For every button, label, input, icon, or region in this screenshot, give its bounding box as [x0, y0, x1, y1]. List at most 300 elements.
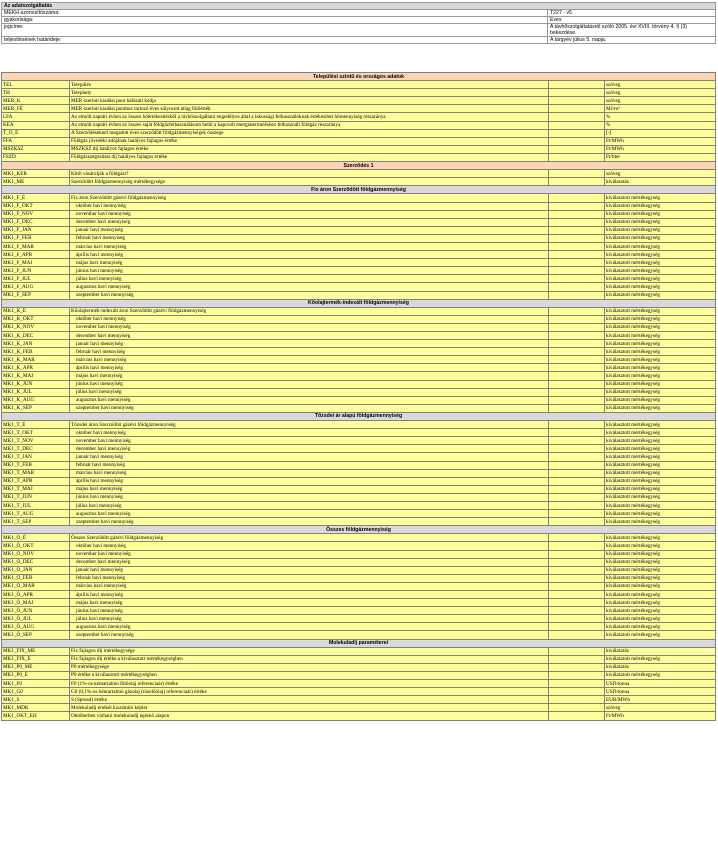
- row-code: MK1_F_NOV: [2, 210, 70, 218]
- value-input-cell[interactable]: [549, 348, 605, 356]
- row-description: Kőolajtermék-indexált áron Szerződött gázévi földgázmennyiség: [70, 307, 549, 315]
- table-row: [2, 323, 716, 331]
- row-unit: szöveg: [605, 704, 716, 712]
- value-input-cell[interactable]: [549, 202, 605, 210]
- value-input-cell[interactable]: [549, 210, 605, 218]
- row-unit: kiválasztott mértékegység: [605, 510, 716, 518]
- row-unit: kiválasztott mértékegység: [605, 574, 716, 582]
- value-input-cell[interactable]: [549, 364, 605, 372]
- value-input-cell[interactable]: [549, 404, 605, 412]
- row-code: MK1_Ö_APR: [2, 591, 70, 599]
- row-unit: kiválasztott mértékegység: [605, 388, 716, 396]
- row-description: június havi mennyiség: [70, 380, 549, 388]
- table-row: [2, 437, 716, 445]
- row-description: április havi mennyiség: [70, 364, 549, 372]
- row-code: MK1_F_JUN: [2, 267, 70, 275]
- table-row: [2, 688, 716, 696]
- row-unit: %: [605, 121, 716, 129]
- table-row: [2, 615, 716, 623]
- row-description: október havi mennyiség: [70, 542, 549, 550]
- row-unit: kiválasztott mértékegység: [605, 267, 716, 275]
- table-row: [2, 704, 716, 712]
- row-description: Molekuladíj értékét kiszámító képlet: [70, 704, 549, 712]
- table-row: [2, 218, 716, 226]
- value-input-cell[interactable]: [549, 477, 605, 485]
- table-row: [2, 113, 716, 121]
- value-input-cell[interactable]: [549, 574, 605, 582]
- row-description: P0 mértékegysége: [70, 663, 549, 671]
- row-unit: kiválasztott mértékegység: [605, 542, 716, 550]
- row-unit: kiválasztott mértékegység: [605, 623, 716, 631]
- row-description: Összes Szerződött gázévi földgázmennyiség: [70, 534, 549, 542]
- value-input-cell[interactable]: [549, 323, 605, 331]
- table-row: [2, 380, 716, 388]
- value-input-cell[interactable]: [549, 501, 605, 509]
- row-description: július havi mennyiség: [70, 501, 549, 509]
- value-input-cell[interactable]: [549, 445, 605, 453]
- row-unit: kiválasztott mértékegység: [605, 283, 716, 291]
- table-row: [2, 461, 716, 469]
- value-input-cell[interactable]: [549, 631, 605, 639]
- row-code: MK1_F_DEC: [2, 218, 70, 226]
- value-input-cell[interactable]: [549, 534, 605, 542]
- meta-row: [2, 10, 716, 17]
- row-code: LFA: [2, 113, 70, 121]
- row-description: MER szerinti kiadási ponthoz tartozó éves súlyozott átlag fűtőérték: [70, 105, 549, 113]
- row-code: MK1_F_JUL: [2, 275, 70, 283]
- meta-table: [1, 2, 716, 44]
- row-unit: kiválasztott mértékegység: [605, 461, 716, 469]
- value-input-cell[interactable]: [549, 485, 605, 493]
- value-input-cell[interactable]: [549, 315, 605, 323]
- row-unit: MJ/m³: [605, 105, 716, 113]
- row-code: MK1_Ö_OKT: [2, 542, 70, 550]
- row-code: MER_FÉ: [2, 105, 70, 113]
- value-input-cell[interactable]: [549, 469, 605, 477]
- row-unit: kiválasztott mértékegység: [605, 445, 716, 453]
- row-unit: kiválasztott mértékegység: [605, 655, 716, 663]
- section-title: Szerződés 1: [2, 162, 716, 170]
- table-row: [2, 404, 716, 412]
- row-unit: kiválasztott mértékegység: [605, 550, 716, 558]
- table-row: [2, 210, 716, 218]
- row-unit: kiválasztott mértékegység: [605, 372, 716, 380]
- row-code: MK1_Ö_MAJ: [2, 599, 70, 607]
- table-row: [2, 340, 716, 348]
- table-row: [2, 623, 716, 631]
- value-input-cell[interactable]: [549, 380, 605, 388]
- table-row: [2, 429, 716, 437]
- value-input-cell[interactable]: [549, 113, 605, 121]
- row-code: MK1_T_NOV: [2, 437, 70, 445]
- value-input-cell[interactable]: [549, 558, 605, 566]
- meta-value: A tárgyév július 5. napja.: [548, 37, 716, 44]
- table-row: [2, 202, 716, 210]
- value-input-cell[interactable]: [549, 81, 605, 89]
- value-input-cell[interactable]: [549, 566, 605, 574]
- section-header-row: [2, 162, 716, 170]
- meta-label: jogcíme:: [2, 24, 548, 37]
- row-unit: Ft/MWh: [605, 712, 716, 720]
- row-code: MK1_Ö_JUL: [2, 615, 70, 623]
- row-description: szeptember havi mennyiség: [70, 404, 549, 412]
- table-row: [2, 655, 716, 663]
- subsection-title: Molekuladíj paraméterei: [2, 639, 716, 647]
- row-code: MK1_Ö_É: [2, 534, 70, 542]
- value-input-cell[interactable]: [549, 510, 605, 518]
- value-input-cell[interactable]: [549, 89, 605, 97]
- row-code: MK1_K_MAJ: [2, 372, 70, 380]
- row-code: MK1_Ö_AUG: [2, 623, 70, 631]
- meta-label: teljesítésének határideje:: [2, 37, 548, 44]
- row-code: MK1_F_OKT: [2, 202, 70, 210]
- value-input-cell[interactable]: [549, 671, 605, 679]
- table-row: [2, 558, 716, 566]
- row-unit: kiválasztott mértékegység: [605, 591, 716, 599]
- row-description: Fix fajlagos díj értéke a kiválasztott mértékegységben: [70, 655, 549, 663]
- table-row: [2, 501, 716, 509]
- table-row: [2, 445, 716, 453]
- value-input-cell[interactable]: [549, 388, 605, 396]
- row-description: április havi mennyiség: [70, 591, 549, 599]
- value-input-cell[interactable]: [549, 226, 605, 234]
- row-description: január havi mennyiség: [70, 340, 549, 348]
- row-description: Fix fajlagos díj mértékegysége: [70, 647, 549, 655]
- value-input-cell[interactable]: [549, 137, 605, 145]
- row-code: MK1_Ö_FEB: [2, 574, 70, 582]
- row-code: MK1_F_É: [2, 194, 70, 202]
- value-input-cell[interactable]: [549, 680, 605, 688]
- table-row: [2, 137, 716, 145]
- row-code: MK1_MDK: [2, 704, 70, 712]
- table-row: [2, 453, 716, 461]
- section-title: Települési szintű és országos adatok: [2, 73, 716, 81]
- row-unit: kiválasztott mértékegység: [605, 404, 716, 412]
- value-input-cell[interactable]: [549, 194, 605, 202]
- value-input-cell[interactable]: [549, 242, 605, 250]
- subsection-header-row: [2, 186, 716, 194]
- row-unit: USD/tonna: [605, 688, 716, 696]
- row-unit: kiválasztott mértékegység: [605, 234, 716, 242]
- row-unit: kiválasztott mértékegység: [605, 364, 716, 372]
- value-input-cell[interactable]: [549, 105, 605, 113]
- row-description: július havi mennyiség: [70, 615, 549, 623]
- meta-value: Éves: [548, 17, 716, 24]
- row-unit: kiválasztott mértékegység: [605, 291, 716, 299]
- value-input-cell[interactable]: [549, 153, 605, 161]
- row-description: november havi mennyiség: [70, 550, 549, 558]
- row-description: január havi mennyiség: [70, 453, 549, 461]
- value-input-cell[interactable]: [549, 623, 605, 631]
- row-code: MK1_K_APR: [2, 364, 70, 372]
- row-unit: kiválasztott mértékegység: [605, 396, 716, 404]
- row-description: június havi mennyiség: [70, 493, 549, 501]
- row-code: MK1_T_AUG: [2, 510, 70, 518]
- row-unit: kiválasztás: [605, 663, 716, 671]
- row-description: Földgáz jövedéki adójának hatályos fajlagos értéke: [70, 137, 549, 145]
- table-row: [2, 81, 716, 89]
- value-input-cell[interactable]: [549, 356, 605, 364]
- row-description: március havi mennyiség: [70, 356, 549, 364]
- row-unit: kiválasztott mértékegység: [605, 323, 716, 331]
- row-unit: kiválasztott mértékegység: [605, 671, 716, 679]
- row-code: MK1_F_AUG: [2, 283, 70, 291]
- table-row: [2, 242, 716, 250]
- value-input-cell[interactable]: [549, 518, 605, 526]
- row-code: MK1_F_MAJ: [2, 259, 70, 267]
- section-header-row: [2, 73, 716, 81]
- row-description: P0 értéke a kiválasztott mértékegységben: [70, 671, 549, 679]
- value-input-cell[interactable]: [549, 121, 605, 129]
- value-input-cell[interactable]: [549, 542, 605, 550]
- value-input-cell[interactable]: [549, 340, 605, 348]
- value-input-cell[interactable]: [549, 591, 605, 599]
- row-unit: kiválasztott mértékegység: [605, 534, 716, 542]
- value-input-cell[interactable]: [549, 493, 605, 501]
- row-description: Fix áron Szerződött gázévi földgázmennyiség: [70, 194, 549, 202]
- row-code: MK1_T_APR: [2, 477, 70, 485]
- table-row: [2, 396, 716, 404]
- row-unit: kiválasztott mértékegység: [605, 501, 716, 509]
- value-input-cell[interactable]: [549, 218, 605, 226]
- value-input-cell[interactable]: [549, 582, 605, 590]
- value-input-cell[interactable]: [549, 178, 605, 186]
- row-description: december havi mennyiség: [70, 558, 549, 566]
- row-code: MK1_K_OKT: [2, 315, 70, 323]
- row-unit: kiválasztott mértékegység: [605, 615, 716, 623]
- row-unit: kiválasztott mértékegység: [605, 226, 716, 234]
- meta-label: gyakorisága:: [2, 17, 548, 24]
- value-input-cell[interactable]: [549, 170, 605, 178]
- row-code: MK1_S: [2, 696, 70, 704]
- table-row: [2, 582, 716, 590]
- table-row: [2, 485, 716, 493]
- table-row: [2, 259, 716, 267]
- table-row: [2, 121, 716, 129]
- row-code: MSZKSZ: [2, 145, 70, 153]
- row-code: MK1_K_MAR: [2, 356, 70, 364]
- row-unit: kiválasztott mértékegység: [605, 582, 716, 590]
- row-unit: kiválasztott mértékegység: [605, 307, 716, 315]
- row-description: május havi mennyiség: [70, 372, 549, 380]
- row-unit: kiválasztott mértékegység: [605, 493, 716, 501]
- row-unit: kiválasztott mértékegység: [605, 477, 716, 485]
- row-code: MK1_K_AUG: [2, 396, 70, 404]
- row-code: MK1_Ö_JAN: [2, 566, 70, 574]
- table-row: [2, 153, 716, 161]
- row-description: augusztus havi mennyiség: [70, 623, 549, 631]
- row-description: Az elmúlt naptári évben az összes hőértékesítésből a távhőszolgáltató engedélyes által a lakossági felhasználóknak értékesített hőmennyiség részaránya: [70, 113, 549, 121]
- row-code: MK1_Ö_JUN: [2, 607, 70, 615]
- value-input-cell[interactable]: [549, 550, 605, 558]
- row-code: FSZD: [2, 153, 70, 161]
- row-code: MK1_F_APR: [2, 251, 70, 259]
- row-code: MK1_FIX_ME: [2, 647, 70, 655]
- row-unit: kiválasztott mértékegység: [605, 356, 716, 364]
- row-unit: kiválasztás: [605, 647, 716, 655]
- row-description: február havi mennyiség: [70, 348, 549, 356]
- row-code: MK1_T_OKT: [2, 429, 70, 437]
- value-input-cell[interactable]: [549, 599, 605, 607]
- row-unit: %: [605, 113, 716, 121]
- row-code: T_Ő_É: [2, 129, 70, 137]
- value-input-cell[interactable]: [549, 332, 605, 340]
- row-code: MK1_T_JUL: [2, 501, 70, 509]
- subsection-header-row: [2, 526, 716, 534]
- row-description: május havi mennyiség: [70, 599, 549, 607]
- value-input-cell[interactable]: [549, 129, 605, 137]
- value-input-cell[interactable]: [549, 234, 605, 242]
- value-input-cell[interactable]: [549, 712, 605, 720]
- table-row: [2, 226, 716, 234]
- subsection-title: Kőolajtermék-indexált földgázmennyiség: [2, 299, 716, 307]
- value-input-cell[interactable]: [549, 421, 605, 429]
- row-unit: [-]: [605, 129, 716, 137]
- row-unit: Ft/liter: [605, 153, 716, 161]
- row-unit: Ft/MWh: [605, 137, 716, 145]
- row-unit: kiválasztott mértékegység: [605, 599, 716, 607]
- row-unit: kiválasztott mértékegység: [605, 421, 716, 429]
- value-input-cell[interactable]: [549, 291, 605, 299]
- row-code: MER_K: [2, 97, 70, 105]
- row-unit: kiválasztott mértékegység: [605, 332, 716, 340]
- row-description: február havi mennyiség: [70, 234, 549, 242]
- table-row: [2, 388, 716, 396]
- row-code: KEA: [2, 121, 70, 129]
- value-input-cell[interactable]: [549, 615, 605, 623]
- table-row: [2, 178, 716, 186]
- meta-value: A távhőszolgáltatásról szóló 2005. évi XVIII. törvény 4. § (3) bekezdése.: [548, 24, 716, 37]
- value-input-cell[interactable]: [549, 688, 605, 696]
- row-unit: kiválasztott mértékegység: [605, 485, 716, 493]
- table-row: [2, 97, 716, 105]
- row-description: szeptember havi mennyiség: [70, 518, 549, 526]
- row-unit: kiválasztott mértékegység: [605, 453, 716, 461]
- row-code: MK1_OKT_EH: [2, 712, 70, 720]
- value-input-cell[interactable]: [549, 372, 605, 380]
- value-input-cell[interactable]: [549, 307, 605, 315]
- row-code: MK1_K_FEB: [2, 348, 70, 356]
- table-row: [2, 542, 716, 550]
- table-row: [2, 518, 716, 526]
- table-row: [2, 234, 716, 242]
- value-input-cell[interactable]: [549, 275, 605, 283]
- table-row: [2, 364, 716, 372]
- row-description: január havi mennyiség: [70, 566, 549, 574]
- table-row: [2, 477, 716, 485]
- value-input-cell[interactable]: [549, 429, 605, 437]
- value-input-cell[interactable]: [549, 437, 605, 445]
- value-input-cell[interactable]: [549, 145, 605, 153]
- row-code: MK1_K_É: [2, 307, 70, 315]
- value-input-cell[interactable]: [549, 655, 605, 663]
- value-input-cell[interactable]: [549, 696, 605, 704]
- row-description: Telephely: [70, 89, 549, 97]
- meta-header-row: [2, 3, 716, 10]
- table-row: [2, 607, 716, 615]
- value-input-cell[interactable]: [549, 267, 605, 275]
- row-description: szeptember havi mennyiség: [70, 631, 549, 639]
- row-description: MSZKSZ díj hatályos fajlagos értéke: [70, 145, 549, 153]
- value-input-cell[interactable]: [549, 647, 605, 655]
- table-row: [2, 510, 716, 518]
- table-row: [2, 251, 716, 259]
- row-description: Szerződött földgázmennyiség mértékegysége: [70, 178, 549, 186]
- row-description: Kitől vásárolják a földgázt?: [70, 170, 549, 178]
- row-code: MK1_T_MAR: [2, 469, 70, 477]
- table-row: [2, 696, 716, 704]
- row-unit: szöveg: [605, 97, 716, 105]
- row-description: május havi mennyiség: [70, 259, 549, 267]
- row-description: S (Spread) értéke: [70, 696, 549, 704]
- table-row: [2, 493, 716, 501]
- value-input-cell[interactable]: [549, 396, 605, 404]
- row-description: augusztus havi mennyiség: [70, 396, 549, 404]
- row-description: MER szerinti kiadási pont hálózati kódja: [70, 97, 549, 105]
- row-code: MK1_K_JUL: [2, 388, 70, 396]
- row-unit: kiválasztott mértékegység: [605, 348, 716, 356]
- row-unit: kiválasztott mértékegység: [605, 340, 716, 348]
- row-description: augusztus havi mennyiség: [70, 510, 549, 518]
- value-input-cell[interactable]: [549, 251, 605, 259]
- row-unit: kiválasztott mértékegység: [605, 259, 716, 267]
- value-input-cell[interactable]: [549, 453, 605, 461]
- value-input-cell[interactable]: [549, 259, 605, 267]
- row-description: június havi mennyiség: [70, 607, 549, 615]
- table-row: [2, 275, 716, 283]
- row-unit: USD/tonna: [605, 680, 716, 688]
- row-unit: kiválasztott mértékegység: [605, 275, 716, 283]
- row-code: MK1_T_JUN: [2, 493, 70, 501]
- table-row: [2, 712, 716, 720]
- meta-label: MEKH azonosítószáma:: [2, 10, 548, 17]
- row-unit: kiválasztott mértékegység: [605, 518, 716, 526]
- row-unit: kiválasztott mértékegység: [605, 380, 716, 388]
- table-row: [2, 356, 716, 364]
- value-input-cell[interactable]: [549, 461, 605, 469]
- data-table: [1, 72, 716, 721]
- row-unit: kiválasztott mértékegység: [605, 194, 716, 202]
- meta-row: [2, 17, 716, 24]
- table-row: [2, 372, 716, 380]
- table-row: [2, 421, 716, 429]
- table-row: [2, 89, 716, 97]
- row-description: Októberben várható molekuladíj égéshő alapon: [70, 712, 549, 720]
- row-description: március havi mennyiség: [70, 242, 549, 250]
- table-row: [2, 283, 716, 291]
- table-row: [2, 145, 716, 153]
- row-unit: kiválasztott mértékegység: [605, 566, 716, 574]
- table-row: [2, 194, 716, 202]
- value-input-cell[interactable]: [549, 283, 605, 291]
- value-input-cell[interactable]: [549, 97, 605, 105]
- value-input-cell[interactable]: [549, 663, 605, 671]
- row-description: június havi mennyiség: [70, 267, 549, 275]
- row-description: Település: [70, 81, 549, 89]
- row-description: Az elmúlt naptári évben az összes saját földgázfelhasználásom belül a kapcsolt energiatermeléshez felhasznált földgáz részaránya: [70, 121, 549, 129]
- table-row: [2, 267, 716, 275]
- row-code: MK1_F_SEP: [2, 291, 70, 299]
- row-unit: kiválasztott mértékegység: [605, 429, 716, 437]
- row-unit: kiválasztott mértékegység: [605, 631, 716, 639]
- value-input-cell[interactable]: [549, 607, 605, 615]
- row-unit: kiválasztott mértékegység: [605, 469, 716, 477]
- table-row: [2, 550, 716, 558]
- value-input-cell[interactable]: [549, 704, 605, 712]
- row-unit: Ft/MWh: [605, 145, 716, 153]
- row-description: december havi mennyiség: [70, 445, 549, 453]
- subsection-header-row: [2, 639, 716, 647]
